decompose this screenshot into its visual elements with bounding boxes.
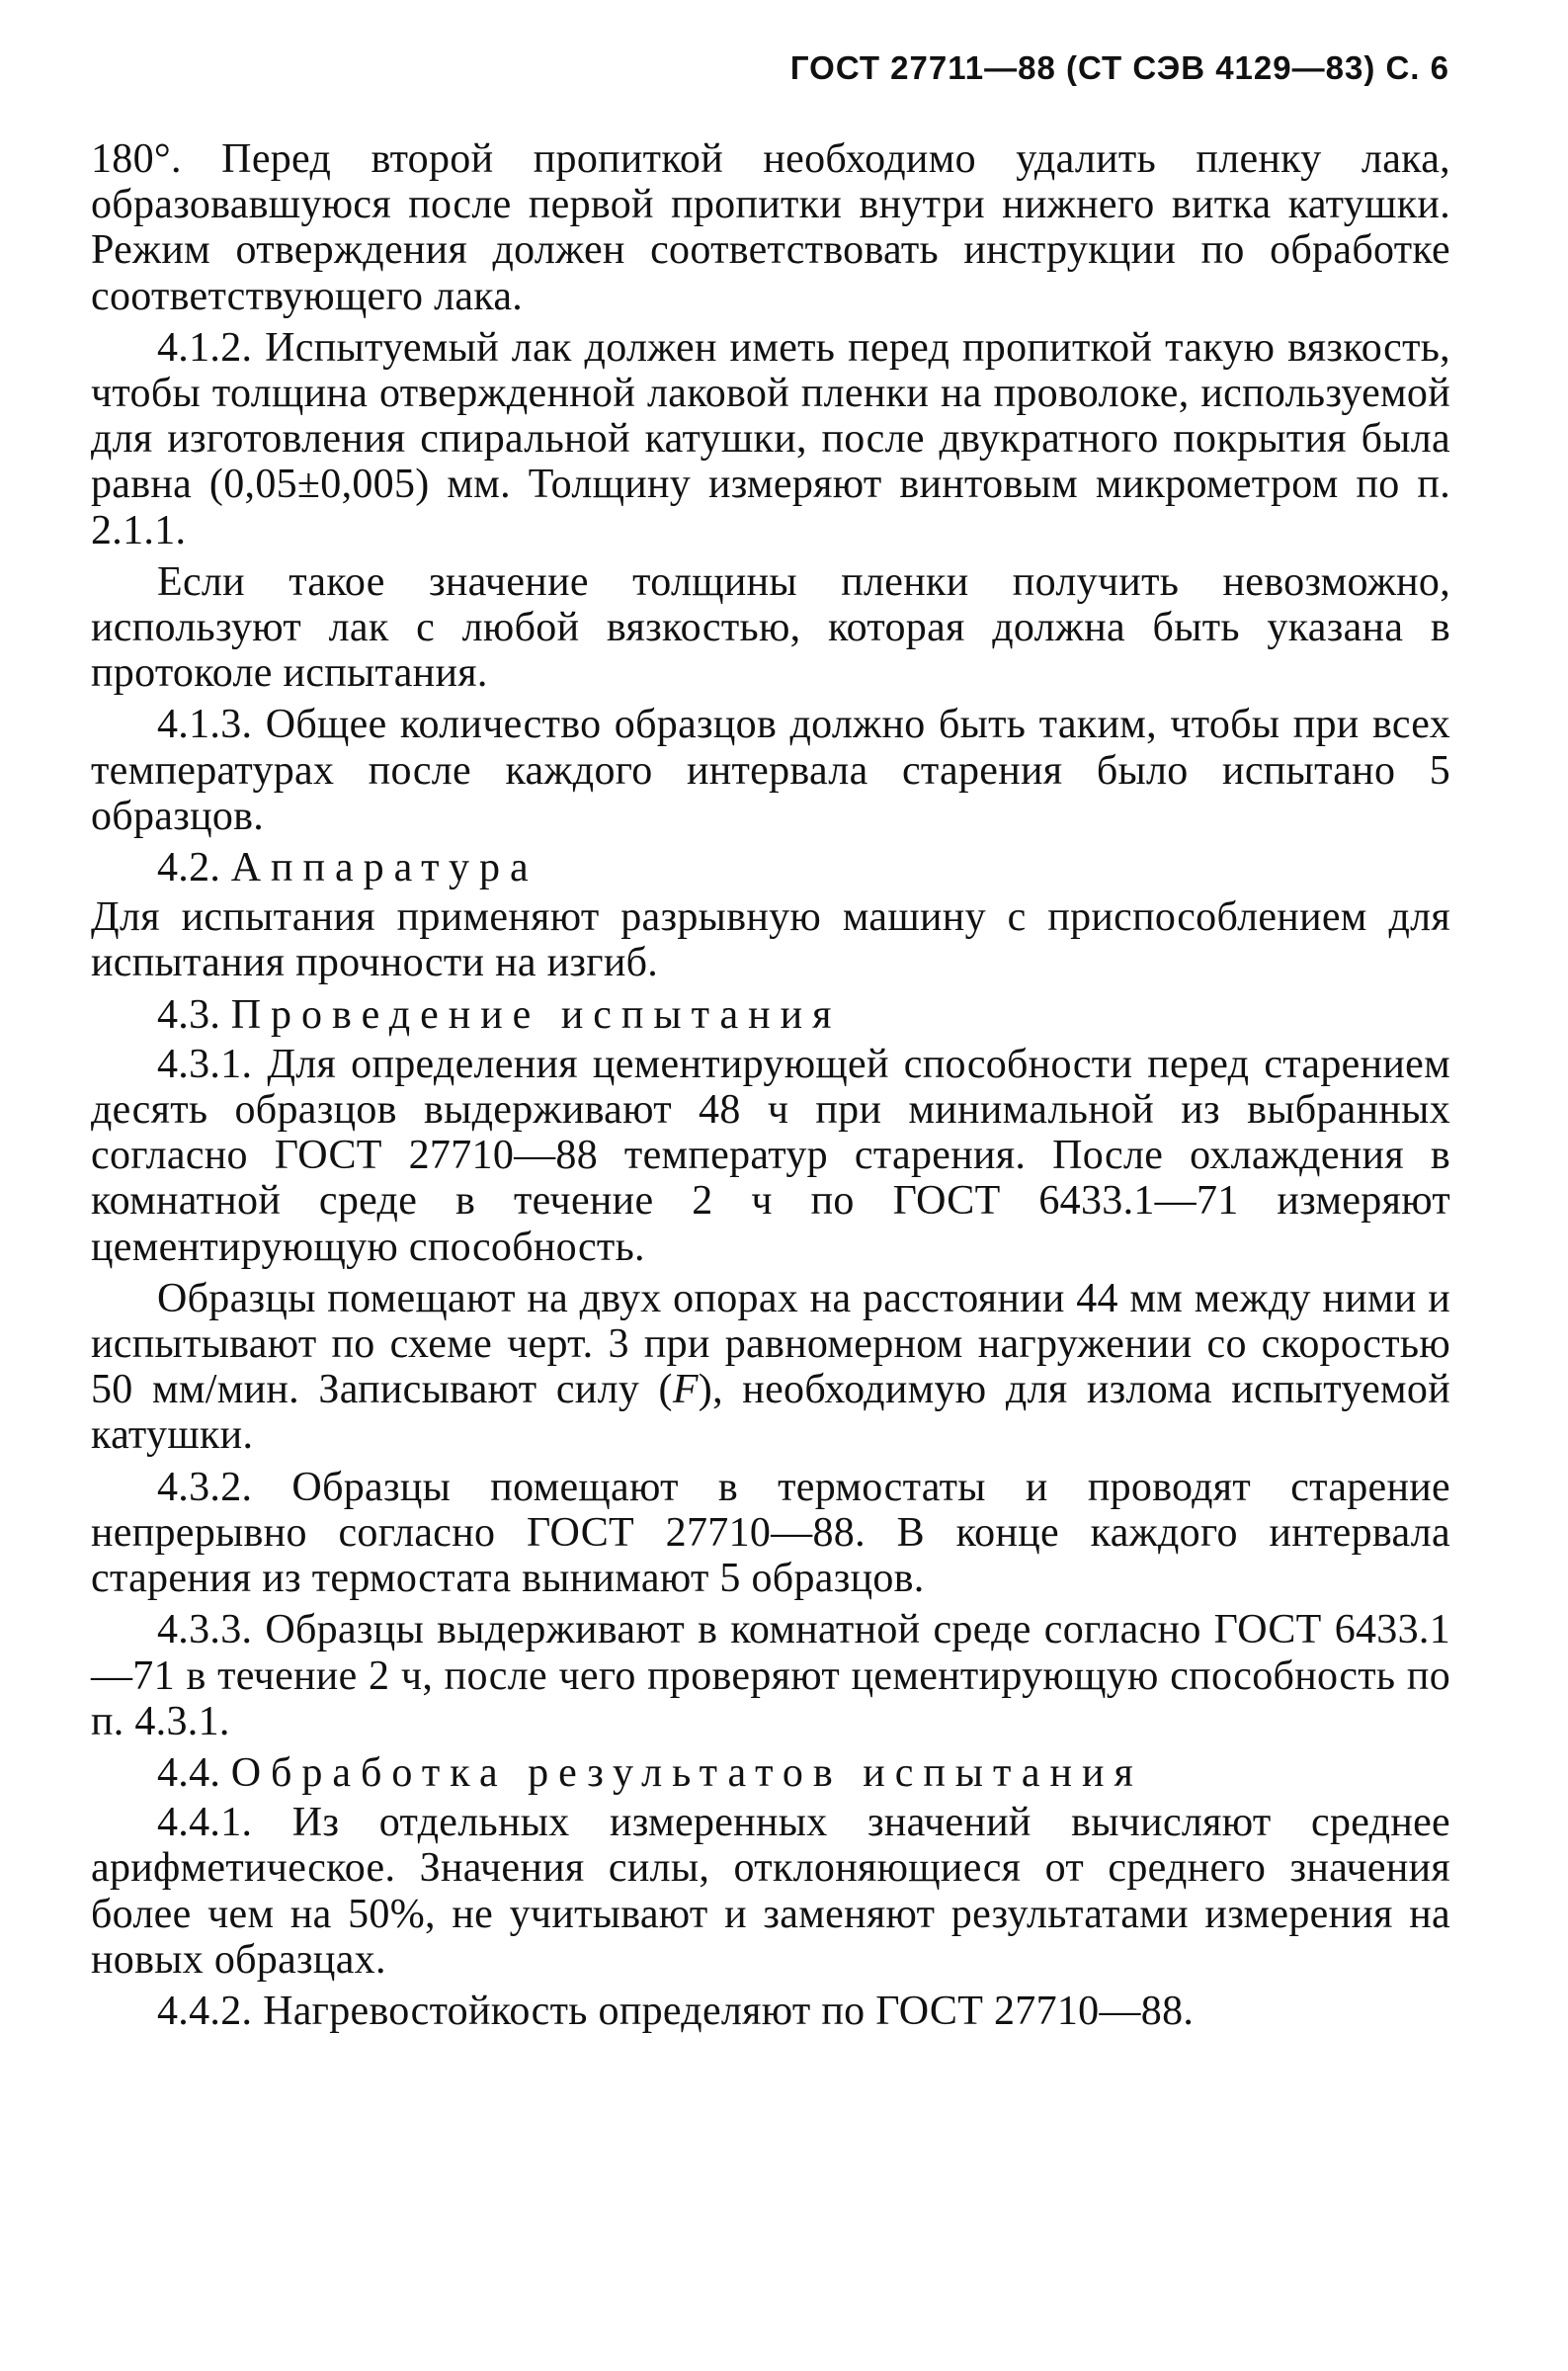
section-heading-4-3 — [91, 992, 1450, 1038]
section-number: 4.2. — [157, 845, 221, 891]
paragraph-apparatus: Для испытания применяют разрывную машину с приспособлением для испытания прочности на изгиб. — [91, 894, 1450, 986]
page-header: ГОСТ 27711—88 (СТ СЭВ 4129—83) С. 6 — [789, 49, 1449, 86]
section-heading-4-4 — [91, 1750, 1450, 1796]
paragraph-4-3-2: 4.3.2. Образцы помещают в термостаты и проводят старение непрерывно согласно ГОСТ 27710—88. В конце каждого интервала старения из термостата вынимают 5 образцов. — [91, 1464, 1450, 1602]
force-symbol: F — [672, 1367, 699, 1413]
section-number: 4.3. — [157, 991, 221, 1038]
text-fragment: Образцы помещают на двух опорах на расстоянии 44 мм между ними и испытывают по схеме черт. 3 при равномерном нагружении со скоростью 50 мм/мин. Записывают силу ( — [91, 1275, 1450, 1413]
section-title: Обработка результатов испытания — [230, 1749, 1143, 1796]
section-title: Проведение испытания — [230, 991, 842, 1038]
paragraph-4-3-3: 4.3.3. Образцы выдерживают в комнатной среде согласно ГОСТ 6433.1—71 в течение 2 ч, после чего проверяют цементирующую способность по п. 4.3.1. — [91, 1607, 1450, 1744]
section-number: 4.4. — [157, 1749, 221, 1796]
paragraph-4-4-2: 4.4.2. Нагревостойкость определяют по ГОСТ 27710—88. — [157, 1988, 1195, 2034]
paragraph-4-4-1: 4.4.1. Из отдельных измеренных значений вычисляют среднее арифметическое. Значения силы, отклоняющиеся от среднего значения более чем на 50%, не учитывают и заменяют результатами измерения на новых образцах. — [91, 1800, 1450, 1983]
section-title: Аппаратура — [230, 845, 538, 891]
paragraph-4-1-2: 4.1.2. Испытуемый лак должен иметь перед пропиткой такую вязкость, чтобы толщина отвержденной лаковой пленки на проволоке, используемой для изготовления спиральной катушки, после двукратного покрытия была равна (0,05±0,005) мм. Толщину измеряют винтовым микрометром по п. 2.1.1. — [91, 324, 1450, 553]
paragraph-test-procedure — [91, 1276, 1450, 1459]
section-heading-4-2 — [91, 845, 1450, 890]
paragraph-4-3-1: 4.3.1. Для определения цементирующей способности перед старением десять образцов выдерживают 48 ч при минимальной из выбранных согласно ГОСТ 27710—88 температур старения. После охлаждения в комнатной среде в течение 2 ч по ГОСТ 6433.1—71 измеряют цементирующую способность. — [91, 1041, 1450, 1270]
text-fragment: ), необходимую для излома испытуемой катушки. — [91, 1367, 1450, 1459]
paragraph-continuation: 180°. Перед второй пропиткой необходимо удалить пленку лака, образовавшуюся после первой пропитки внутри нижнего витка катушки. Режим отверждения должен соответствовать инструкции по обработке соответствующего лака. — [91, 136, 1450, 319]
page-body — [91, 136, 1450, 2040]
paragraph-viscosity-note: Если такое значение толщины пленки получить невозможно, используют лак с любой вязкостью, которая должна быть указана в протоколе испытания. — [91, 558, 1450, 697]
paragraph-4-1-3: 4.1.3. Общее количество образцов должно быть таким, чтобы при всех температурах после каждого интервала старения было испытано 5 образцов. — [91, 702, 1450, 839]
